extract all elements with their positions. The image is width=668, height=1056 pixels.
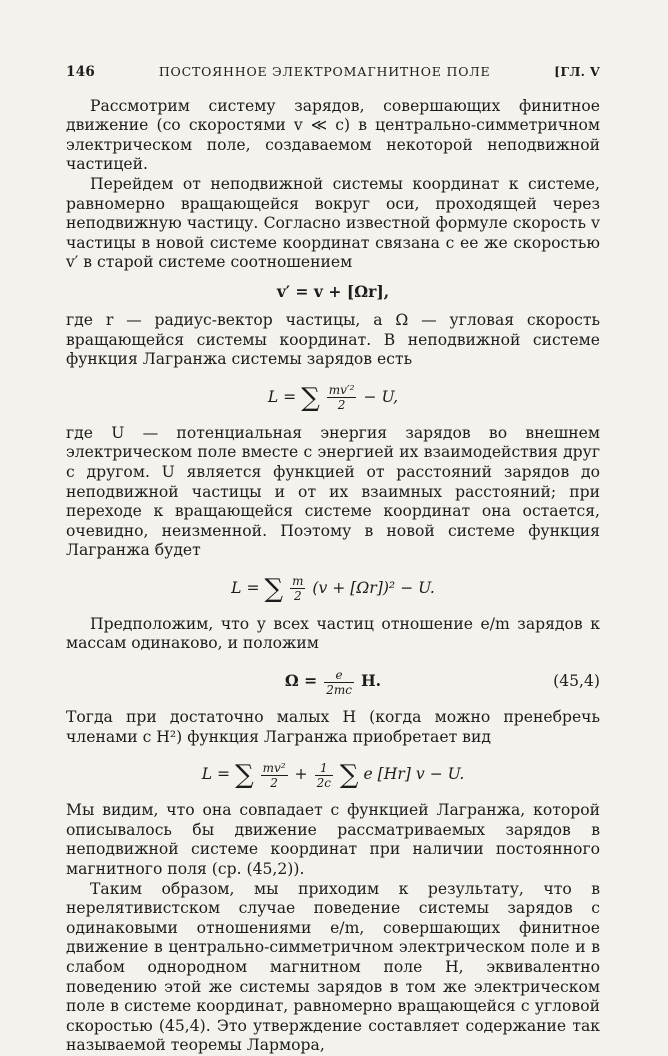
eq4-fraction bbox=[324, 668, 354, 697]
page-number: 146 bbox=[66, 64, 96, 80]
eq3-fraction bbox=[290, 574, 305, 603]
paragraph-7: Мы видим, что она совпадает с функцией Лагранжа, которой описывалось бы движение рассматриваемых зарядов в неподвижной системе координат при наличии постоянного магнитного поля (ср. (45,2)). bbox=[66, 801, 600, 879]
eq5-plus: + bbox=[294, 765, 308, 784]
equation-number: (45,4) bbox=[553, 672, 600, 691]
paragraph-4: где U — потенциальная энергия зарядов во внешнем электрическом поле вместе с энергией их взаимодействия друг с другом. U является функцией от расстояний зарядов до неподвижной частицы и от их взаимных расстояний; при переходе к вращающейся системе координат она остается, очевидно, неизменной. Поэтому в новой системе функция Лагранжа будет bbox=[66, 423, 600, 560]
eq3-left: L = bbox=[231, 578, 260, 597]
equation-velocity bbox=[66, 279, 600, 305]
eq3-numerator: m bbox=[292, 574, 304, 589]
eq5-right: e [Hr] v − U. bbox=[363, 765, 465, 784]
equation-velocity-text: v′ = v + [Ωr], bbox=[276, 281, 390, 301]
equation-omega bbox=[66, 660, 600, 702]
paragraph-6: Тогда при достаточно малых H (когда можно пренебречь членами с H²) функция Лагранжа приобретает вид bbox=[66, 708, 600, 746]
paragraph-8: Таким образом, мы приходим к результату, что в нерелятивистском случае поведение системы зарядов с одинаковыми отношениями e/m, совершающих финитное движение в центрально-симметричном электрическом поле и в слабом однородном магнитном поле H, эквивалентно поведению этой же системы зарядов в том же электрическом поле в системе координат, равномерно вращающейся с угловой скоростью (45,4). Это утверждение составляет содержание так называемой теоремы Лармора, bbox=[66, 879, 600, 1055]
eq5-denominator-2: 2c bbox=[316, 775, 331, 790]
equation-lagrangian-fixed bbox=[66, 376, 600, 418]
eq2-numerator: mv′² bbox=[328, 383, 355, 398]
running-title: ПОСТОЯННОЕ ЭЛЕКТРОМАГНИТНОЕ ПОЛЕ bbox=[158, 64, 491, 79]
eq2-denominator: 2 bbox=[337, 398, 346, 413]
paragraph-3: где r — радиус-вектор частицы, а Ω — угловая скорость вращающейся системы координат. В неподвижной системе функция Лагранжа системы зарядов есть bbox=[66, 310, 600, 369]
eq5-numerator-2: 1 bbox=[315, 761, 333, 776]
eq5-sum-2: ∑ bbox=[339, 760, 359, 791]
paragraph-1: Рассмотрим систему зарядов, совершающих финитное движение (со скоростями v ≪ c) в центрально-симметричном электрическом поле, создаваемом некоторой неподвижной частицей. bbox=[66, 96, 600, 174]
eq4-denominator: 2mc bbox=[326, 682, 352, 697]
eq3-sum: ∑ bbox=[264, 573, 284, 604]
paragraph-5: Предположим, что у всех частиц отношение e/m зарядов к массам одинаково, и положим bbox=[66, 614, 600, 653]
eq5-numerator-1: mv² bbox=[262, 760, 286, 775]
eq5-fraction-1 bbox=[261, 761, 288, 790]
equation-lagrangian-rotating bbox=[66, 567, 600, 609]
eq3-right: (v + [Ωr])² − U. bbox=[312, 578, 435, 597]
eq5-left: L = bbox=[201, 765, 231, 784]
eq2-left: L = bbox=[267, 387, 297, 406]
eq2-sum: ∑ bbox=[301, 382, 320, 413]
eq2-right: − U, bbox=[363, 387, 399, 406]
eq3-denominator: 2 bbox=[293, 589, 302, 604]
equation-lagrangian-magnetic bbox=[66, 753, 600, 795]
paragraph-2: Перейдем от неподвижной системы координат к системе, равномерно вращающейся вокруг оси, проходящей через неподвижную частицу. Согласно известной формуле скорость v частицы в новой системе координат связана с ее же скоростью v′ в старой системе соотношением bbox=[66, 174, 600, 272]
eq2-fraction bbox=[327, 383, 357, 412]
eq5-fraction-2 bbox=[315, 761, 333, 790]
eq4-left: Ω = bbox=[284, 671, 318, 691]
eq4-right: H. bbox=[360, 671, 382, 691]
eq4-numerator: e bbox=[324, 668, 354, 683]
chapter-label: [ГЛ. V bbox=[554, 64, 600, 79]
eq5-denominator-1: 2 bbox=[270, 775, 278, 790]
eq5-sum-1: ∑ bbox=[235, 760, 254, 791]
page-header bbox=[66, 62, 600, 83]
book-page bbox=[66, 62, 600, 1056]
